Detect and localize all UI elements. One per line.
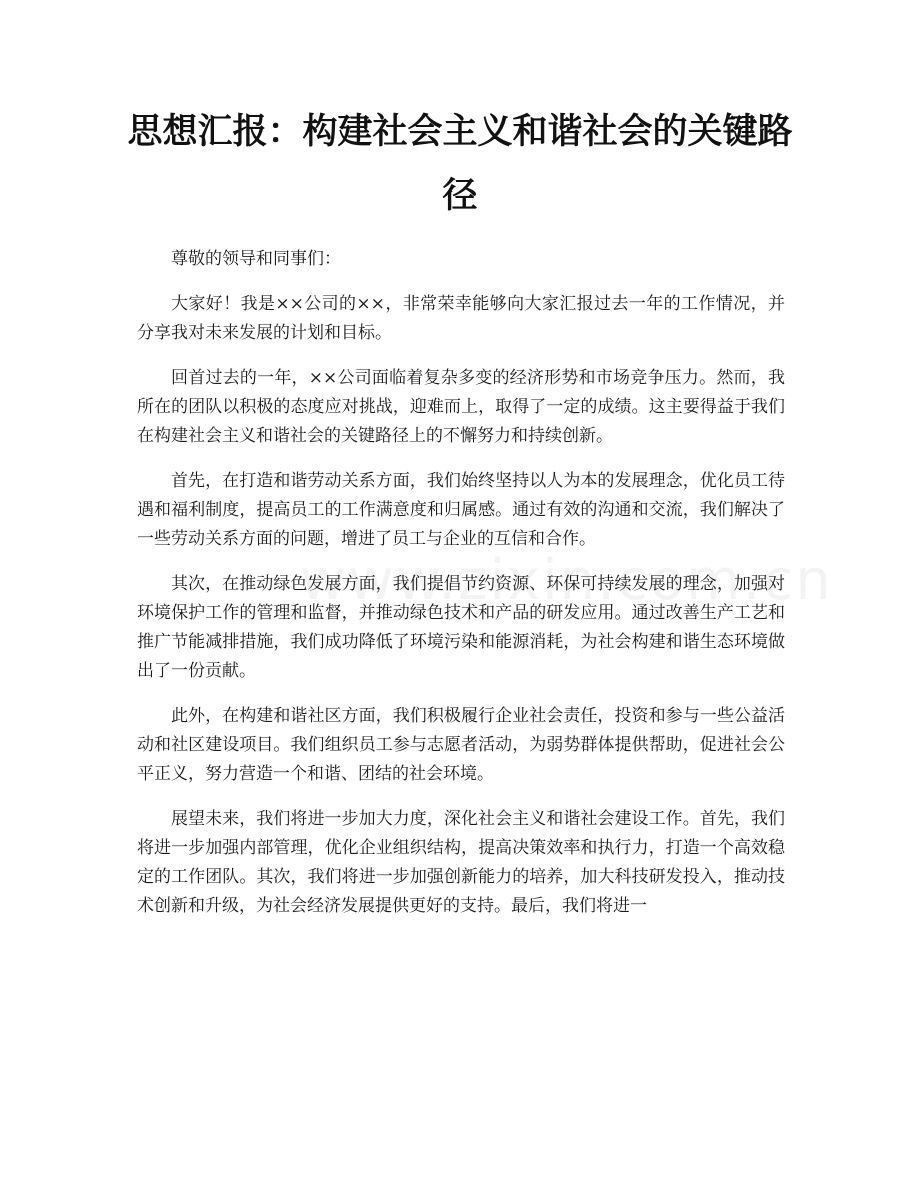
paragraph-green-development: 其次，在推动绿色发展方面，我们提倡节约资源、环保可持续发展的理念，加强对环境保护工作的管理和监督，并推动绿色技术和产品的研发应用。通过改善生产工艺和推广节能减排措施，我们成功降低了环境污染和能源消耗，为社会构建和谐生态环境做出了一份贡献。 — [137, 574, 785, 681]
paragraph-community: 此外，在构建和谐社区方面，我们积极履行企业社会责任，投资和参与一些公益活动和社区建设项目。我们组织员工参与志愿者活动，为弱势群体提供帮助，促进社会公平正义，努力营造一个和谐、团结的社会环境。 — [137, 706, 785, 784]
salutation: 尊敬的领导和同事们： — [171, 249, 341, 269]
document-body — [137, 245, 785, 937]
document-title: 思想汇报：构建社会主义和谐社会的关键路径 — [127, 112, 793, 216]
paragraph-outlook: 展望未来，我们将进一步加大力度，深化社会主义和谐社会建设工作。首先，我们将进一步加强内部管理，优化企业组织结构，提高决策效率和执行力，打造一个高效稳定的工作团队。其次，我们将进一步加强创新能力的培养，加大科技研发投入，推动技术创新和升级，为社会经济发展提供更好的支持。最后，我们将进一 — [137, 809, 785, 916]
paragraph-intro: 大家好！我是××公司的××，非常荣幸能够向大家汇报过去一年的工作情况，并分享我对未来发展的计划和目标。 — [137, 294, 785, 343]
paragraph-review: 回首过去的一年，××公司面临着复杂多变的经济形势和市场竞争压力。然而，我所在的团队以积极的态度应对挑战，迎难而上，取得了一定的成绩。这主要得益于我们在构建社会主义和谐社会的关键路径上的不懈努力和持续创新。 — [137, 368, 785, 446]
paragraph-labor-relations: 首先，在打造和谐劳动关系方面，我们始终坚持以人为本的发展理念，优化员工待遇和福利制度，提高员工的工作满意度和归属感。通过有效的沟通和交流，我们解决了一些劳动关系方面的问题，增进了员工与企业的互信和合作。 — [137, 471, 785, 549]
